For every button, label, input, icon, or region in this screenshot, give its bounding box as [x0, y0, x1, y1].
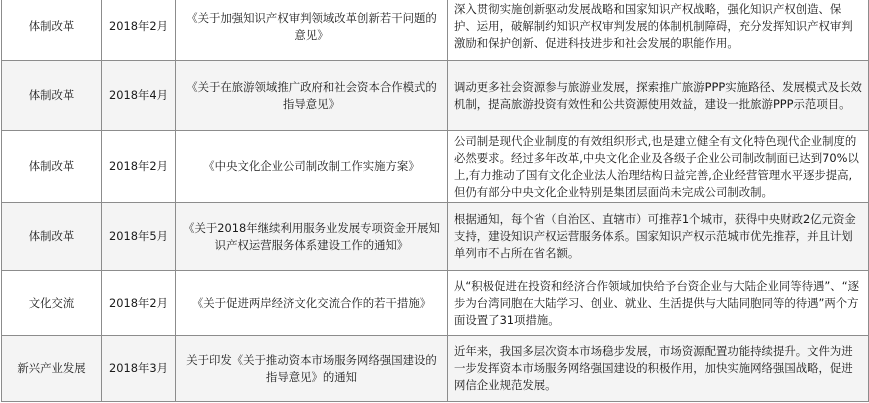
date-cell: 2018年4月: [102, 61, 176, 131]
document-title-cell: 《关于2018年继续利用服务业发展专项资金开展知识产权运营服务体系建设工作的通知》: [176, 203, 448, 271]
category-cell: 体制改革: [2, 131, 102, 203]
description-cell: 调动更多社会资源参与旅游业发展，探索推广旅游PPP实施路径、发展模式及长效机制，提高旅游投资有效性和公共资源使用效益，建设一批旅游PPP示范项目。: [448, 61, 869, 131]
document-title-cell: 关于印发《关于推动资本市场服务网络强国建设的指导意见》的通知: [176, 336, 448, 402]
table-row: [2, 61, 869, 131]
document-title-cell: 《中央文化企业公司制改制工作实施方案》: [176, 131, 448, 203]
document-title-cell: 《关于在旅游领域推广政府和社会资本合作模式的指导意见》: [176, 61, 448, 131]
date-cell: 2018年3月: [102, 336, 176, 402]
description-cell: 公司制是现代企业制度的有效组织形式,也是建立健全有文化特色现代企业制度的必然要求。经过多年改革,中央文化企业及各级子企业公司制改制面已达到70%以上,有力推动了国有文化企业法人治理结构日益完善,企业经营管理水平逐步提高,但仍有部分中央文化企业特别是集团层面尚未完成公司制改制。: [448, 131, 869, 203]
table-row: [2, 0, 869, 61]
policy-table: [1, 0, 869, 402]
description-cell: 根据通知，每个省（自治区、直辖市）可推荐1个城市，获得中央财政2亿元资金支持，建设知识产权运营服务体系。国家知识产权示范城市优先推荐，并且计划单列市不占所在省名额。: [448, 203, 869, 271]
date-cell: 2018年5月: [102, 203, 176, 271]
table-row: [2, 131, 869, 203]
category-cell: 体制改革: [2, 0, 102, 61]
date-cell: 2018年2月: [102, 271, 176, 336]
table-row: [2, 203, 869, 271]
table-row: [2, 336, 869, 402]
table-row: [2, 271, 869, 336]
document-title-cell: 《关于促进两岸经济文化交流合作的若干措施》: [176, 271, 448, 336]
category-cell: 体制改革: [2, 61, 102, 131]
category-cell: 体制改革: [2, 203, 102, 271]
category-cell: 文化交流: [2, 271, 102, 336]
description-cell: 深入贯彻实施创新驱动发展战略和国家知识产权战略，强化知识产权创造、保护、运用，破解制约知识产权审判发展的体制机制障碍，充分发挥知识产权审判激励和保护创新、促进科技进步和社会发展的职能作用。: [448, 0, 869, 61]
date-cell: 2018年2月: [102, 131, 176, 203]
category-cell: 新兴产业发展: [2, 336, 102, 402]
description-cell: 近年来，我国多层次资本市场稳步发展，市场资源配置功能持续提升。文件为进一步发挥资本市场服务网络强国建设的积极作用，加快实施网络强国战略，促进网信企业规范发展。: [448, 336, 869, 402]
document-title-cell: 《关于加强知识产权审判领域改革创新若干问题的意见》: [176, 0, 448, 61]
date-cell: 2018年2月: [102, 0, 176, 61]
description-cell: 从“积极促进在投资和经济合作领域加快给予台资企业与大陆企业同等待遇”、“逐步为台湾同胞在大陆学习、创业、就业、生活提供与大陆同胞同等的待遇”两个方面设置了31项措施。: [448, 271, 869, 336]
